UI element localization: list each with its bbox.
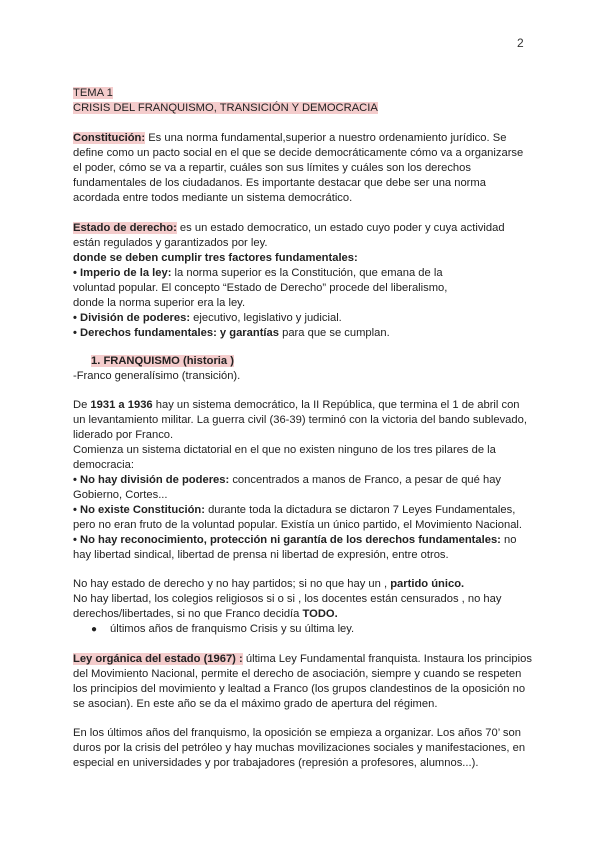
para-line: No hay estado de derecho y no hay partidos; si no que hay un , partido único. [73,578,465,590]
bullet-item: • No hay reconocimiento, protección ni garantía de los derechos fundamentales: no [73,534,517,546]
para-line: derechos/libertades, si no que Franco decidía TODO. [73,608,338,620]
tema-label: TEMA 1 [73,87,113,99]
ley-line: los principios del movimiento y lealtad a Franco (los grupos clandestinos de la oposición no [73,683,526,695]
estado-line: Estado de derecho: es un estado democratico, un estado cuyo poder y cuya actividad [73,222,505,234]
ley-term: Ley orgánica del estado (1967) : [73,653,243,665]
ley-line: Ley orgánica del estado (1967) : última Ley Fundamental franquista. Instaura los principios [73,653,532,665]
estado-line: están regulados y garantizados por ley. [73,237,268,249]
para-line: No hay libertad, los colegios religiosos si o si , los docentes están censurados , no hay [73,593,502,605]
para-line: liderado por Franco. [73,429,174,441]
bullet-item: • No hay división de poderes: concentrados a manos de Franco, a pesar de qué hay [73,474,502,486]
final-line: duros por la crisis del petróleo y hay muchas movilizaciones sociales y manifestaciones, en [73,742,526,754]
constitucion-term: Constitución: [73,132,146,144]
para-line: democracia: [73,459,134,471]
constitucion-line: acordada entre todos mediante un sistema democrático. [73,192,353,204]
factor-item: • Derechos fundamentales: y garantías para que se cumplan. [73,327,390,339]
bullet-item-line: pero no eran fruto de la voluntad popular. Existía un único partido, el Movimiento Nacional. [73,519,523,531]
constitucion-line: fundamentales de los ciudadanos. Es importante destacar que debe ser una norma [73,177,486,189]
final-line: especial en universidades y por trabajadores (represión a profesores, alumnos...). [73,757,479,769]
ley-line: del Movimiento Nacional, permite el derecho de asociación, siempre y cuando se respeten [73,668,522,680]
page-number: 2 [517,36,524,50]
para-line: un levantamiento militar. La guerra civil (36-39) terminó con la victoria del bando sublevado, [73,414,527,426]
section-heading: 1. FRANQUISMO (historia ) [91,355,234,367]
bullet-item-line: Gobierno, Cortes... [73,489,168,501]
ley-line: se asocian). En este año se da el máximo grado de apertura del régimen. [73,698,438,710]
para-line: Comienza un sistema dictatorial en el que no existen ninguno de los tres pilares de la [73,444,496,456]
bullet-item-line: hay libertad sindical, libertad de prensa ni libertad de expresión, entre otros. [73,549,449,561]
bullet-dot-icon: ● [91,624,98,635]
page-title: CRISIS DEL FRANQUISMO, TRANSICIÓN Y DEMOCRACIA [73,102,378,114]
factor-item-line: donde la norma superior era la ley. [73,297,246,309]
para-line: De 1931 a 1936 hay un sistema democrático, la II República, que termina el 1 de abril con [73,399,520,411]
factor-item: • División de poderes: ejecutivo, legislativo y judicial. [73,312,342,324]
bullet-item: últimos años de franquismo Crisis y su última ley. [110,623,355,635]
constitucion-line: define como un pacto social en el que se decide democráticamente cómo va a organizarse [73,147,524,159]
factor-item: • Imperio de la ley: la norma superior es la Constitución, que emana de la [73,267,443,279]
final-line: En los últimos años del franquismo, la oposición se empieza a organizar. Los años 70’ son [73,727,521,739]
section-subtitle: -Franco generalísimo (transición). [73,370,241,382]
factor-item-line: voluntad popular. El concepto “Estado de Derecho” procede del liberalismo, [73,282,448,294]
constitucion-line: Constitución: Es una norma fundamental,superior a nuestro ordenamiento jurídico. Se [73,132,507,144]
estado-subheading: donde se deben cumplir tres factores fundamentales: [73,252,358,264]
estado-term: Estado de derecho: [73,222,177,234]
constitucion-line: el poder, cómo se va a repartir, cuáles son sus límites y cuáles son los derechos [73,162,471,174]
bullet-item: • No existe Constitución: durante toda la dictadura se dictaron 7 Leyes Fundamentales, [73,504,516,516]
